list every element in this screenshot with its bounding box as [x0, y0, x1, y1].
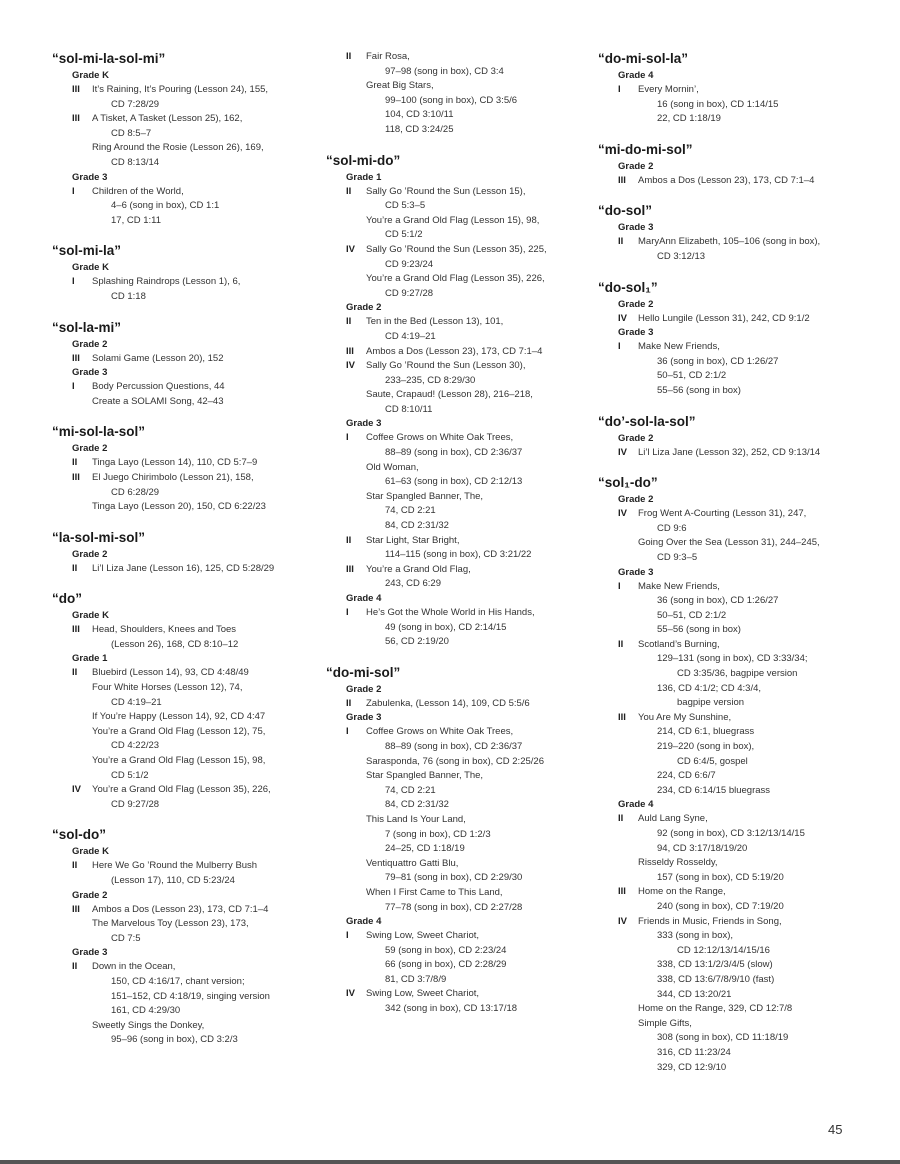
grade-label: Grade 3 [72, 367, 108, 379]
entry-line: 50–51, CD 2:1/2 [657, 609, 727, 621]
index-entry [598, 174, 888, 189]
entry-line: Ambos a Dos (Lesson 23), 173, CD 7:1–4 [92, 903, 269, 915]
entry-line: 338, CD 13:6/7/8/9/10 (fast) [657, 973, 775, 985]
entry-line: (Lesson 17), 110, CD 5:23/24 [111, 875, 235, 886]
entry-line: 7 (song in box), CD 1:2/3 [385, 828, 491, 840]
entry-line: 88–89 (song in box), CD 2:36/37 [385, 447, 523, 459]
index-entry [326, 345, 596, 360]
entry-line: 79–81 (song in box), CD 2:29/30 [385, 872, 523, 884]
entry-line: Head, Shoulders, Knees and Toes [92, 624, 237, 636]
grade-label: Grade K [72, 846, 109, 858]
index-section [326, 152, 596, 650]
entry-line: When I First Came to This Land, [366, 886, 503, 898]
unit-numeral: III [72, 113, 80, 125]
section-heading: “sol-mi-la-sol-mi” [52, 51, 166, 66]
index-section [598, 141, 888, 189]
entry-line: 157 (song in box), CD 5:19/20 [657, 871, 784, 883]
entry-line: Home on the Range, [638, 886, 726, 898]
index-entry [598, 711, 888, 799]
grade-label: Grade 4 [346, 916, 382, 928]
unit-numeral: II [346, 51, 352, 62]
entry-line: Make New Friends, [638, 341, 720, 353]
entry-line: You’re a Grand Old Flag (Lesson 12), 75, [92, 725, 266, 737]
unit-numeral: IV [346, 360, 355, 372]
entry-line: Sarasponda, 76 (song in box), CD 2:25/26 [366, 755, 544, 767]
index-entry [52, 666, 322, 783]
unit-numeral: III [72, 471, 80, 483]
index-entry [326, 243, 596, 301]
index-section [52, 826, 322, 1048]
grade-label: Grade 2 [72, 889, 108, 901]
entry-line: 95–96 (song in box), CD 3:2/3 [111, 1034, 238, 1046]
entry-line: 66 (song in box), CD 2:28/29 [385, 959, 507, 971]
unit-numeral: I [346, 607, 349, 618]
section-heading: “sol-mi-la” [52, 243, 122, 259]
index-section [326, 664, 596, 1017]
unit-numeral: III [618, 174, 626, 186]
unit-numeral: I [618, 84, 621, 95]
index-entry [598, 446, 888, 461]
entry-line: Make New Friends, [638, 580, 720, 592]
entry-line: The Marvelous Toy (Lesson 23), 173, [92, 918, 249, 930]
entry-line: You’re a Grand Old Flag (Lesson 15), 98, [366, 214, 540, 226]
entry-line: Star Spangled Banner, The, [366, 770, 484, 782]
entry-line: CD 9:6 [657, 522, 687, 534]
entry-line: Old Woman, [366, 461, 419, 473]
entry-line: 316, CD 11:23/24 [657, 1046, 731, 1058]
index-entry [52, 859, 322, 888]
entry-line: Fair Rosa, [366, 51, 410, 62]
entry-line: Tinga Layo (Lesson 20), 150, CD 6:22/23 [92, 501, 266, 513]
section-heading: “mi-do-mi-sol” [598, 141, 693, 157]
entry-line: 99–100 (song in box), CD 3:5/6 [385, 94, 518, 106]
entry-line: Coffee Grows on White Oak Trees, [366, 432, 514, 444]
entry-line: 233–235, CD 8:29/30 [385, 374, 476, 386]
section-heading: “do-mi-sol-la” [598, 51, 688, 66]
unit-numeral: I [72, 381, 75, 393]
index-section [598, 474, 888, 1075]
unit-numeral: III [72, 352, 80, 364]
unit-numeral: I [346, 432, 349, 444]
grade-label: Grade 2 [346, 302, 382, 314]
section-heading: “do’-sol-la-sol” [598, 413, 696, 429]
entry-line: bagpipe version [677, 697, 745, 709]
unit-numeral: III [618, 886, 626, 898]
entry-line: Sally Go ’Round the Sun (Lesson 30), [366, 360, 526, 372]
entry-line: 150, CD 4:16/17, chant version; [111, 975, 245, 987]
entry-line: Ten in the Bed (Lesson 13), 101, [366, 316, 504, 328]
entry-line: 36 (song in box), CD 1:26/27 [657, 355, 779, 367]
entry-line: 308 (song in box), CD 11:18/19 [657, 1032, 789, 1044]
entry-line: 161, CD 4:29/30 [111, 1005, 181, 1017]
index-entry [326, 534, 596, 563]
unit-numeral: IV [618, 508, 627, 520]
index-entry [52, 903, 322, 947]
index-entry [326, 185, 596, 243]
entry-line: CD 4:19–21 [385, 330, 436, 342]
entry-line: CD 12:12/13/14/15/16 [677, 944, 770, 956]
index-entry [326, 50, 596, 138]
section-heading: “sol-la-mi” [52, 319, 122, 335]
entry-line: You’re a Grand Old Flag (Lesson 35), 226, [366, 273, 545, 285]
unit-numeral: II [72, 562, 78, 574]
unit-numeral: I [346, 726, 349, 738]
index-entry [326, 315, 596, 344]
entry-line: 118, CD 3:24/25 [385, 123, 454, 135]
grade-label: Grade 4 [618, 799, 654, 811]
index-entry [598, 507, 888, 565]
entry-line: Solami Game (Lesson 20), 152 [92, 352, 224, 364]
entry-line: 92 (song in box), CD 3:12/13/14/15 [657, 828, 805, 839]
unit-numeral: II [72, 457, 78, 469]
entry-line: Frog Went A-Courting (Lesson 31), 247, [638, 508, 807, 520]
unit-numeral: II [346, 534, 352, 546]
unit-numeral: IV [618, 312, 627, 324]
entry-line: CD 9:27/28 [111, 798, 160, 810]
entry-line: 36 (song in box), CD 1:26/27 [657, 595, 779, 607]
index-entry [52, 112, 322, 141]
unit-numeral: I [346, 930, 349, 942]
entry-line: CD 5:3–5 [385, 200, 426, 212]
entry-line: 338, CD 13:1/2/3/4/5 (slow) [657, 959, 773, 971]
index-entry [52, 471, 322, 515]
grade-label: Grade 3 [346, 418, 382, 430]
grade-label: Grade 2 [618, 432, 654, 444]
page-number: 45 [828, 1122, 843, 1137]
entry-line: 94, CD 3:17/18/19/20 [657, 842, 748, 854]
index-entry [598, 235, 888, 264]
grade-label: Grade 2 [618, 160, 654, 172]
entry-line: 240 (song in box), CD 7:19/20 [657, 900, 784, 912]
entry-line: CD 8:13/14 [111, 156, 160, 168]
entry-line: A Tisket, A Tasket (Lesson 25), 162, [92, 113, 243, 125]
index-entry [52, 185, 322, 229]
index-section [598, 202, 888, 264]
unit-numeral: III [346, 345, 354, 357]
entry-line: CD 7:5 [111, 932, 141, 944]
section-heading: “do” [52, 591, 82, 607]
grade-label: Grade 3 [72, 171, 108, 183]
entry-line: CD 9:23/24 [385, 258, 434, 270]
index-section [52, 423, 322, 514]
index-entry [598, 812, 888, 885]
entry-line: 243, CD 6:29 [385, 578, 441, 590]
entry-line: It’s Raining, It’s Pouring (Lesson 24), 155, [92, 84, 269, 95]
entry-line: 129–131 (song in box), CD 3:33/34; [657, 653, 808, 665]
unit-numeral: IV [618, 915, 627, 927]
grade-label: Grade 2 [618, 494, 654, 506]
entry-line: You’re a Grand Old Flag (Lesson 35), 226, [92, 784, 271, 796]
entry-line: Bluebird (Lesson 14), 93, CD 4:48/49 [92, 667, 249, 679]
entry-line: Hello Lungile (Lesson 31), 242, CD 9:1/2 [638, 312, 810, 324]
index-entry [326, 563, 596, 592]
entry-line: 234, CD 6:14/15 bluegrass [657, 784, 771, 796]
entry-line: El Juego Chirimbolo (Lesson 21), 158, [92, 471, 254, 483]
entry-line: Great Big Stars, [366, 80, 434, 92]
entry-line: Ambos a Dos (Lesson 23), 173, CD 7:1–4 [638, 174, 815, 186]
grade-label: Grade 2 [72, 338, 108, 350]
entry-line: 344, CD 13:20/21 [657, 988, 732, 1000]
unit-numeral: II [346, 185, 352, 197]
entry-line: 84, CD 2:31/32 [385, 520, 449, 532]
entry-line: CD 9:27/28 [385, 287, 434, 299]
section-heading: “sol-do” [52, 827, 106, 843]
unit-numeral: I [72, 276, 75, 288]
entry-line: 74, CD 2:21 [385, 505, 436, 517]
entry-line: You Are My Sunshine, [638, 711, 732, 723]
index-entry [598, 340, 888, 398]
entry-line: You’re a Grand Old Flag (Lesson 15), 98, [92, 755, 266, 767]
section-heading: “sol₁-do” [598, 475, 658, 491]
entry-line: Children of the World, [92, 185, 184, 197]
entry-line: Body Percussion Questions, 44 [92, 381, 225, 393]
entry-line: 61–63 (song in box), CD 2:12/13 [385, 476, 523, 488]
entry-line: He’s Got the Whole World in His Hands, [366, 607, 535, 618]
entry-line: CD 8:10/11 [385, 403, 433, 415]
entry-line: 56, CD 2:19/20 [385, 636, 449, 648]
entry-line: CD 5:1/2 [385, 229, 423, 241]
unit-numeral: IV [346, 988, 355, 1000]
entry-line: Ambos a Dos (Lesson 23), 173, CD 7:1–4 [366, 345, 543, 357]
entry-line: CD 6:4/5, gospel [677, 755, 748, 767]
index-section [52, 319, 322, 410]
entry-line: Swing Low, Sweet Chariot, [366, 988, 480, 1000]
entry-line: 22, CD 1:18/19 [657, 113, 721, 125]
unit-numeral: III [346, 563, 354, 575]
section-heading: “do-mi-sol” [326, 664, 401, 680]
entry-line: 97–98 (song in box), CD 3:4 [385, 65, 504, 77]
entry-line: 342 (song in box), CD 13:17/18 [385, 1003, 518, 1015]
entry-line: CD 9:3–5 [657, 551, 698, 563]
entry-line: 24–25, CD 1:18/19 [385, 843, 465, 855]
section-heading: “do-sol₁” [598, 279, 658, 295]
unit-numeral: I [618, 341, 621, 353]
entry-line: 81, CD 3:7/8/9 [385, 973, 447, 985]
unit-numeral: II [618, 236, 624, 248]
entry-line: CD 5:1/2 [111, 769, 149, 781]
entry-line: 114–115 (song in box), CD 3:21/22 [385, 549, 532, 561]
entry-line: 49 (song in box), CD 2:14/15 [385, 621, 507, 633]
section-heading: “sol-mi-do” [326, 152, 401, 168]
entry-line: 219–220 (song in box), [657, 741, 755, 753]
entry-line: Scotland’s Burning, [638, 638, 720, 650]
unit-numeral: II [72, 961, 78, 973]
entry-line: Sally Go ’Round the Sun (Lesson 15), [366, 185, 526, 197]
entry-line: Going Over the Sea (Lesson 31), 244–245, [638, 537, 820, 549]
index-section [52, 529, 322, 577]
unit-numeral: IV [618, 446, 627, 458]
index-column-1 [52, 50, 322, 1062]
index-entry [326, 725, 596, 915]
grade-label: Grade 4 [346, 593, 382, 604]
entry-line: CD 3:12/13 [657, 250, 706, 262]
index-entry [52, 623, 322, 652]
entry-line: 224, CD 6:6/7 [657, 770, 716, 782]
index-entry [52, 380, 322, 409]
unit-numeral: II [346, 697, 352, 709]
index-section [326, 50, 596, 138]
index-entry [326, 359, 596, 417]
entry-line: CD 3:35/36, bagpipe version [677, 668, 798, 680]
entry-line: 50–51, CD 2:1/2 [657, 370, 727, 382]
unit-numeral: II [72, 860, 78, 872]
unit-numeral: II [346, 316, 352, 328]
grade-label: Grade 1 [346, 171, 382, 183]
index-entry [326, 697, 596, 712]
index-section [52, 590, 322, 812]
entry-line: 4–6 (song in box), CD 1:1 [111, 200, 220, 212]
index-entry [52, 141, 322, 170]
index-entry [326, 929, 596, 987]
grade-label: Grade 2 [618, 298, 654, 310]
entry-line: You’re a Grand Old Flag, [366, 563, 471, 575]
entry-line: Every Mornin’, [638, 84, 699, 95]
index-entry [52, 275, 322, 304]
unit-numeral: III [618, 711, 626, 723]
unit-numeral: II [618, 813, 624, 825]
entry-line: Coffee Grows on White Oak Trees, [366, 726, 514, 738]
grade-label: Grade 1 [72, 653, 108, 665]
entry-line: (Lesson 26), 168, CD 8:10–12 [111, 638, 239, 650]
entry-line: 74, CD 2:21 [385, 784, 436, 796]
grade-label: Grade 4 [618, 70, 654, 81]
index-column-2 [326, 50, 596, 1031]
index-entry [52, 352, 322, 367]
index-section [598, 279, 888, 399]
unit-numeral: III [72, 84, 80, 95]
unit-numeral: II [618, 638, 624, 650]
section-heading: “mi-sol-la-sol” [52, 424, 146, 440]
entry-line: CD 6:28/29 [111, 486, 160, 498]
entry-line: 55–56 (song in box) [657, 624, 741, 636]
entry-line: 88–89 (song in box), CD 2:36/37 [385, 740, 523, 752]
entry-line: CD 7:28/29 [111, 98, 160, 110]
index-entry [326, 431, 596, 533]
grade-label: Grade 3 [618, 327, 654, 339]
entry-line: Splashing Raindrops (Lesson 1), 6, [92, 276, 241, 288]
entry-line: Four White Horses (Lesson 12), 74, [92, 682, 243, 694]
index-entry [52, 456, 322, 471]
entry-line: Here We Go ’Round the Mulberry Bush [92, 860, 258, 872]
index-entry [52, 783, 322, 812]
entry-line: Home on the Range, 329, CD 12:7/8 [638, 1003, 793, 1015]
index-section [52, 50, 322, 228]
index-entry [598, 885, 888, 914]
entry-line: Li’l Liza Jane (Lesson 16), 125, CD 5:28/29 [92, 562, 275, 574]
entry-line: Li’l Liza Jane (Lesson 32), 252, CD 9:13/14 [638, 446, 821, 458]
unit-numeral: IV [72, 784, 81, 796]
entry-line: Sweetly Sings the Donkey, [92, 1019, 205, 1031]
entry-line: Star Light, Star Bright, [366, 534, 460, 546]
entry-line: Zabulenka, (Lesson 14), 109, CD 5:5/6 [366, 697, 530, 709]
grade-label: Grade K [72, 262, 109, 274]
index-entry [598, 915, 888, 1076]
grade-label: Grade 2 [72, 548, 108, 560]
entry-line: Auld Lang Syne, [638, 813, 708, 825]
entry-line: 104, CD 3:10/11 [385, 109, 454, 121]
entry-line: If You’re Happy (Lesson 14), 92, CD 4:47 [92, 711, 266, 723]
entry-line: 136, CD 4:1/2; CD 4:3/4, [657, 682, 762, 694]
entry-line: 59 (song in box), CD 2:23/24 [385, 944, 507, 956]
entry-line: Ventiquattro Gatti Blu, [366, 857, 459, 869]
section-heading: “do-sol” [598, 203, 652, 219]
unit-numeral: I [618, 580, 621, 592]
index-column-3 [598, 50, 888, 1089]
index-entry [598, 312, 888, 327]
entry-line: 151–152, CD 4:18/19, singing version [111, 990, 270, 1002]
index-entry [326, 987, 596, 1016]
entry-line: 84, CD 2:31/32 [385, 799, 449, 811]
entry-line: Risseldy Rosseldy, [638, 857, 718, 869]
entry-line: Swing Low, Sweet Chariot, [366, 930, 480, 942]
entry-line: Star Spangled Banner, The, [366, 490, 484, 502]
entry-line: 214, CD 6:1, bluegrass [657, 726, 755, 738]
entry-line: 329, CD 12:9/10 [657, 1061, 727, 1073]
unit-numeral: IV [346, 243, 355, 255]
index-entry [598, 638, 888, 711]
index-entry [326, 606, 596, 650]
entry-line: 55–56 (song in box) [657, 384, 741, 396]
grade-label: Grade K [72, 70, 109, 81]
index-entry [52, 83, 322, 112]
entry-line: 17, CD 1:11 [111, 214, 161, 226]
section-heading: “la-sol-mi-sol” [52, 529, 146, 545]
entry-line: CD 4:19–21 [111, 696, 162, 708]
grade-label: Grade 2 [72, 443, 108, 455]
grade-label: Grade 3 [346, 712, 382, 724]
entry-line: MaryAnn Elizabeth, 105–106 (song in box), [638, 236, 821, 248]
entry-line: CD 1:18 [111, 290, 146, 302]
index-entry [598, 580, 888, 638]
index-section [598, 50, 888, 127]
entry-line: Sally Go ’Round the Sun (Lesson 35), 225, [366, 243, 547, 255]
grade-label: Grade 3 [72, 947, 108, 959]
entry-line: CD 8:5–7 [111, 127, 152, 139]
index-section [598, 413, 888, 461]
index-section [52, 242, 322, 304]
entry-line: This Land Is Your Land, [366, 813, 466, 825]
unit-numeral: I [72, 185, 75, 197]
grade-label: Grade 3 [618, 222, 654, 234]
grade-label: Grade 2 [346, 683, 382, 695]
index-entry [598, 83, 888, 127]
entry-line: Down in the Ocean, [92, 961, 176, 973]
index-entry [52, 960, 322, 1048]
entry-line: Simple Gifts, [638, 1017, 692, 1029]
entry-line: 333 (song in box), [657, 930, 734, 942]
unit-numeral: III [72, 624, 80, 636]
entry-line: Ring Around the Rosie (Lesson 26), 169, [92, 142, 264, 154]
entry-line: Create a SOLAMI Song, 42–43 [92, 395, 224, 407]
bottom-rule [0, 1160, 900, 1164]
unit-numeral: II [72, 667, 78, 679]
index-entry [52, 562, 322, 577]
entry-line: Saute, Crapaud! (Lesson 28), 216–218, [366, 389, 533, 401]
entry-line: 16 (song in box), CD 1:14/15 [657, 98, 779, 110]
grade-label: Grade K [72, 610, 109, 622]
entry-line: Tinga Layo (Lesson 14), 110, CD 5:7–9 [92, 457, 258, 469]
unit-numeral: III [72, 903, 80, 915]
entry-line: 77–78 (song in box), CD 2:27/28 [385, 901, 523, 913]
entry-line: Friends in Music, Friends in Song, [638, 915, 782, 927]
entry-line: CD 4:22/23 [111, 740, 160, 752]
grade-label: Grade 3 [618, 566, 654, 578]
